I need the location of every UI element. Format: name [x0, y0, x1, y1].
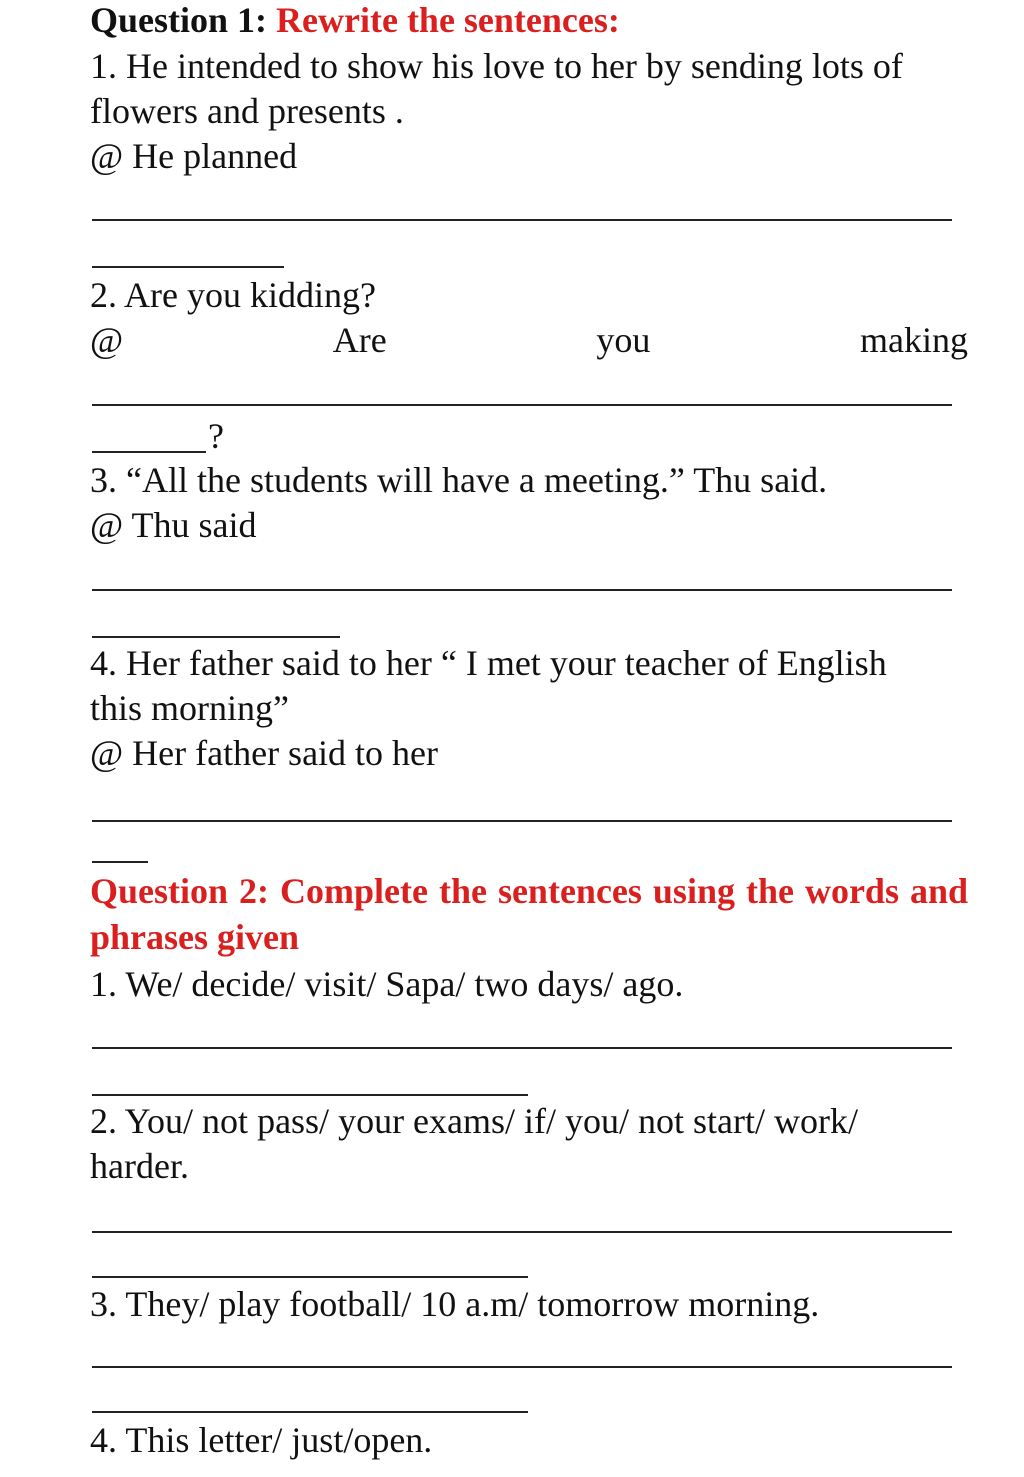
q1-item-4-line-1: 4. Her father said to her “ I met your teacher of English	[90, 643, 887, 683]
q1-item-2-word: @	[90, 320, 124, 360]
q2-item-4-line-1: 4. This letter/ just/open.	[90, 1420, 433, 1460]
q2-item-1-answer-line-end[interactable]	[92, 1094, 528, 1096]
q1-item-2-answer-words	[90, 318, 968, 362]
q1-item-2-word: making	[860, 320, 968, 360]
q1-item-4-line-2: this morning”	[90, 688, 289, 728]
q2-item-2-answer-line-end[interactable]	[92, 1276, 528, 1278]
q1-item-2-word: you	[596, 320, 651, 360]
question-1-number: Question 1:	[90, 0, 268, 40]
q2-item-1-line-1: 1. We/ decide/ visit/ Sapa/ two days/ ago.	[90, 964, 684, 1004]
q2-item-1-answer-line[interactable]	[92, 1047, 952, 1049]
q2-item-3-answer-line-end[interactable]	[92, 1411, 528, 1413]
question-2-heading: Question 2: Complete the sentences using the words and phrases given	[90, 871, 968, 957]
q1-item-3-answer-line-end[interactable]	[92, 636, 340, 638]
q1-item-1-answer-prefix: @ He planned	[90, 136, 298, 176]
q1-item-2-word: Are	[332, 320, 387, 360]
question-1-title: Rewrite the sentences:	[276, 0, 620, 40]
q2-item-2-answer-line[interactable]	[92, 1231, 952, 1233]
q2-item-2-line-2: harder.	[90, 1146, 189, 1186]
q1-item-4-answer-prefix: @ Her father said to her	[90, 733, 439, 773]
q1-item-1-line-1: 1. He intended to show his love to her by sending lots of	[90, 46, 903, 86]
q2-item-3-answer-line[interactable]	[92, 1366, 952, 1368]
q1-item-2-answer-line[interactable]	[92, 404, 952, 406]
q1-item-3-answer-prefix: @ Thu said	[90, 505, 257, 545]
q1-item-4-answer-line[interactable]	[92, 820, 952, 822]
q1-item-3-line-1: 3. “All the students will have a meeting.” Thu said.	[90, 460, 828, 500]
q1-item-4-answer-line-end[interactable]	[92, 861, 148, 863]
q1-item-1-answer-line[interactable]	[92, 219, 952, 221]
q1-item-2-line-1: 2. Are you kidding?	[90, 275, 376, 315]
question-1-heading	[90, 0, 620, 42]
q1-item-1-answer-line-end[interactable]	[92, 266, 284, 268]
q1-item-1-line-2: flowers and presents .	[90, 91, 404, 131]
q2-item-2-line-1: 2. You/ not pass/ your exams/ if/ you/ not start/ work/	[90, 1101, 858, 1141]
q1-item-3-answer-line[interactable]	[92, 589, 952, 591]
q1-item-2-answer-line-end[interactable]	[92, 451, 206, 453]
q1-item-2-question-mark: ?	[208, 416, 224, 456]
q2-item-3-line-1: 3. They/ play football/ 10 a.m/ tomorrow morning.	[90, 1284, 820, 1324]
